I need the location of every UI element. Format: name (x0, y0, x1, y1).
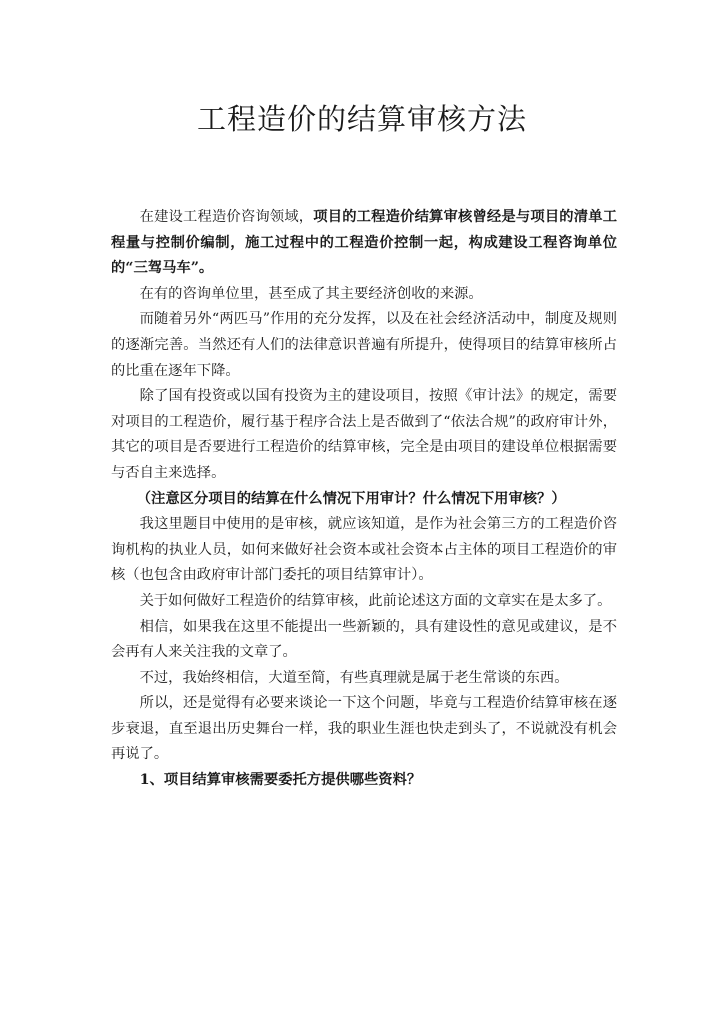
paragraph-7: 相信，如果我在这里不能提出一些新颖的，具有建设性的意见或建议，是不会再有人来关注我的文章了。 (111, 618, 617, 661)
paragraph-6: 关于如何做好工程造价的结算审核，此前论述这方面的文章实在是太多了。 (139, 592, 612, 609)
section-heading-1: 1、项目结算审核需要委托方提供哪些资料？ (139, 772, 422, 789)
note-paragraph: （注意区分项目的结算在什么情况下用审计？什么情况下用审核？） (136, 490, 566, 507)
paragraph-2: 在有的咨询单位里，甚至成了其主要经济创收的来源。 (139, 285, 483, 302)
paragraph-5: 我这里题目中使用的是审核，就应该知道，是作为社会第三方的工程造价咨询机构的执业人员，如何来做好社会资本或社会资本占主体的项目工程造价的审核（也包含由政府审计部门委托的项目结算审计）。 (111, 516, 617, 584)
paragraph-1-intro: 在建设工程造价咨询领域， (139, 209, 314, 225)
paragraph-9: 所以，还是觉得有必要来谈论一下这个问题，毕竟与工程造价结算审核在逐步衰退，直至退出历史舞台一样，我的职业生涯也快走到头了，不说就没有机会再说了。 (111, 695, 617, 763)
document-title: 工程造价的结算审核方法 (196, 102, 527, 136)
paragraph-1-emphasis: 项目的工程造价结算审核曾经是与项目的清单工程量与控制价编制，施工过程中的工程造价控制一起，构成建设工程咨询单位的“三驾马车”。 (111, 209, 618, 277)
paragraph-4: 除了国有投资或以国有投资为主的建设项目，按照《审计法》的规定，需要对项目的工程造价，履行基于程序合法上是否做到了“依法合规”的政府审计外，其它的项目是否要进行工程造价的结算审核，完全是由项目的建设单位根据需要与否自主来选择。 (111, 388, 617, 481)
document-body (111, 205, 617, 794)
paragraph-3: 而随着另外“两匹马”作用的充分发挥，以及在社会经济活动中，制度及规则的逐渐完善。当然还有人们的法律意识普遍有所提升，使得项目的结算审核所占的比重在逐年下降。 (111, 311, 617, 379)
paragraph-1 (111, 205, 617, 282)
paragraph-8: 不过，我始终相信，大道至简，有些真理就是属于老生常谈的东西。 (139, 669, 569, 686)
